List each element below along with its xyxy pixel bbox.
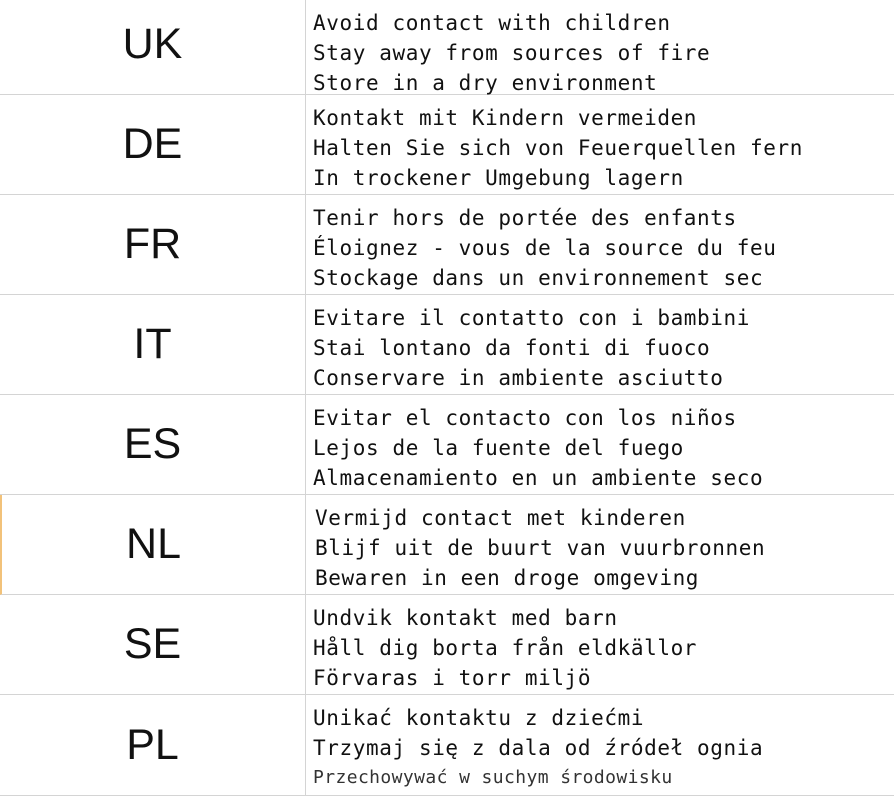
table-row [0,695,894,796]
country-code-cell [0,95,306,194]
country-code: PL [126,720,179,769]
warning-text-cell [313,403,894,495]
table-row [0,0,894,95]
warning-line: Undvik kontakt med barn [313,606,618,630]
warning-line: Halten Sie sich von Feuerquellen fern [313,136,803,160]
country-code: SE [123,620,182,668]
warning-line: Håll dig borta från eldkällor [313,636,698,660]
warning-line: Przechowywać w suchym środowisku [313,767,673,788]
warning-line: In trockener Umgebung lagern [313,166,684,190]
warning-text-cell [313,103,894,195]
warning-line: Stay away from sources of fire [313,41,711,65]
table-row [0,195,894,295]
table-row [0,295,894,395]
warning-text-cell [313,603,894,695]
country-code: ES [123,420,182,468]
warning-line: Kontakt mit Kindern vermeiden [313,106,698,130]
country-code-cell [2,495,306,594]
warning-line: Lejos de la fuente del fuego [313,436,684,460]
country-code-cell [0,395,306,494]
country-code-cell [0,295,306,394]
warning-line: Evitare il contatto con i bambini [313,306,751,330]
country-code-cell [0,0,306,94]
country-code-cell [0,195,306,294]
warning-line: Bewaren in een droge omgeving [315,566,700,590]
country-code: FR [123,220,182,268]
table-row [0,495,894,595]
warning-line: Éloignez - vous de la source du feu [313,236,777,260]
warning-line: Trzymaj się z dala od źródeł ognia [313,736,764,760]
country-code: NL [126,520,181,568]
table-row [0,95,894,195]
warning-line: Stai lontano da fonti di fuoco [313,336,711,360]
warning-text-cell [313,8,894,100]
country-code: DE [122,120,183,168]
table-row [0,595,894,695]
warning-line: Förvaras i torr miljö [313,666,592,690]
warning-line: Almacenamiento en un ambiente seco [313,466,764,490]
warning-text-cell [313,703,894,795]
warning-line: Unikać kontaktu z dziećmi [313,706,645,730]
warning-line: Avoid contact with children [313,11,671,35]
country-code-cell [0,595,306,694]
warning-line: Vermijd contact met kinderen [315,506,686,530]
warning-text-cell [313,303,894,395]
warning-text-cell [313,203,894,295]
warning-line: Blijf uit de buurt van vuurbronnen [315,536,766,560]
warning-text-cell [315,503,894,595]
warning-line: Tenir hors de portée des enfants [313,206,737,230]
warning-line: Stockage dans un environnement sec [313,266,764,290]
warning-line: Store in a dry environment [313,71,658,95]
country-code-cell [0,695,306,795]
table-row [0,395,894,495]
warning-line: Conservare in ambiente asciutto [313,366,724,390]
country-code: UK [122,19,183,68]
country-code: IT [133,320,172,368]
warning-line: Evitar el contacto con los niños [313,406,737,430]
